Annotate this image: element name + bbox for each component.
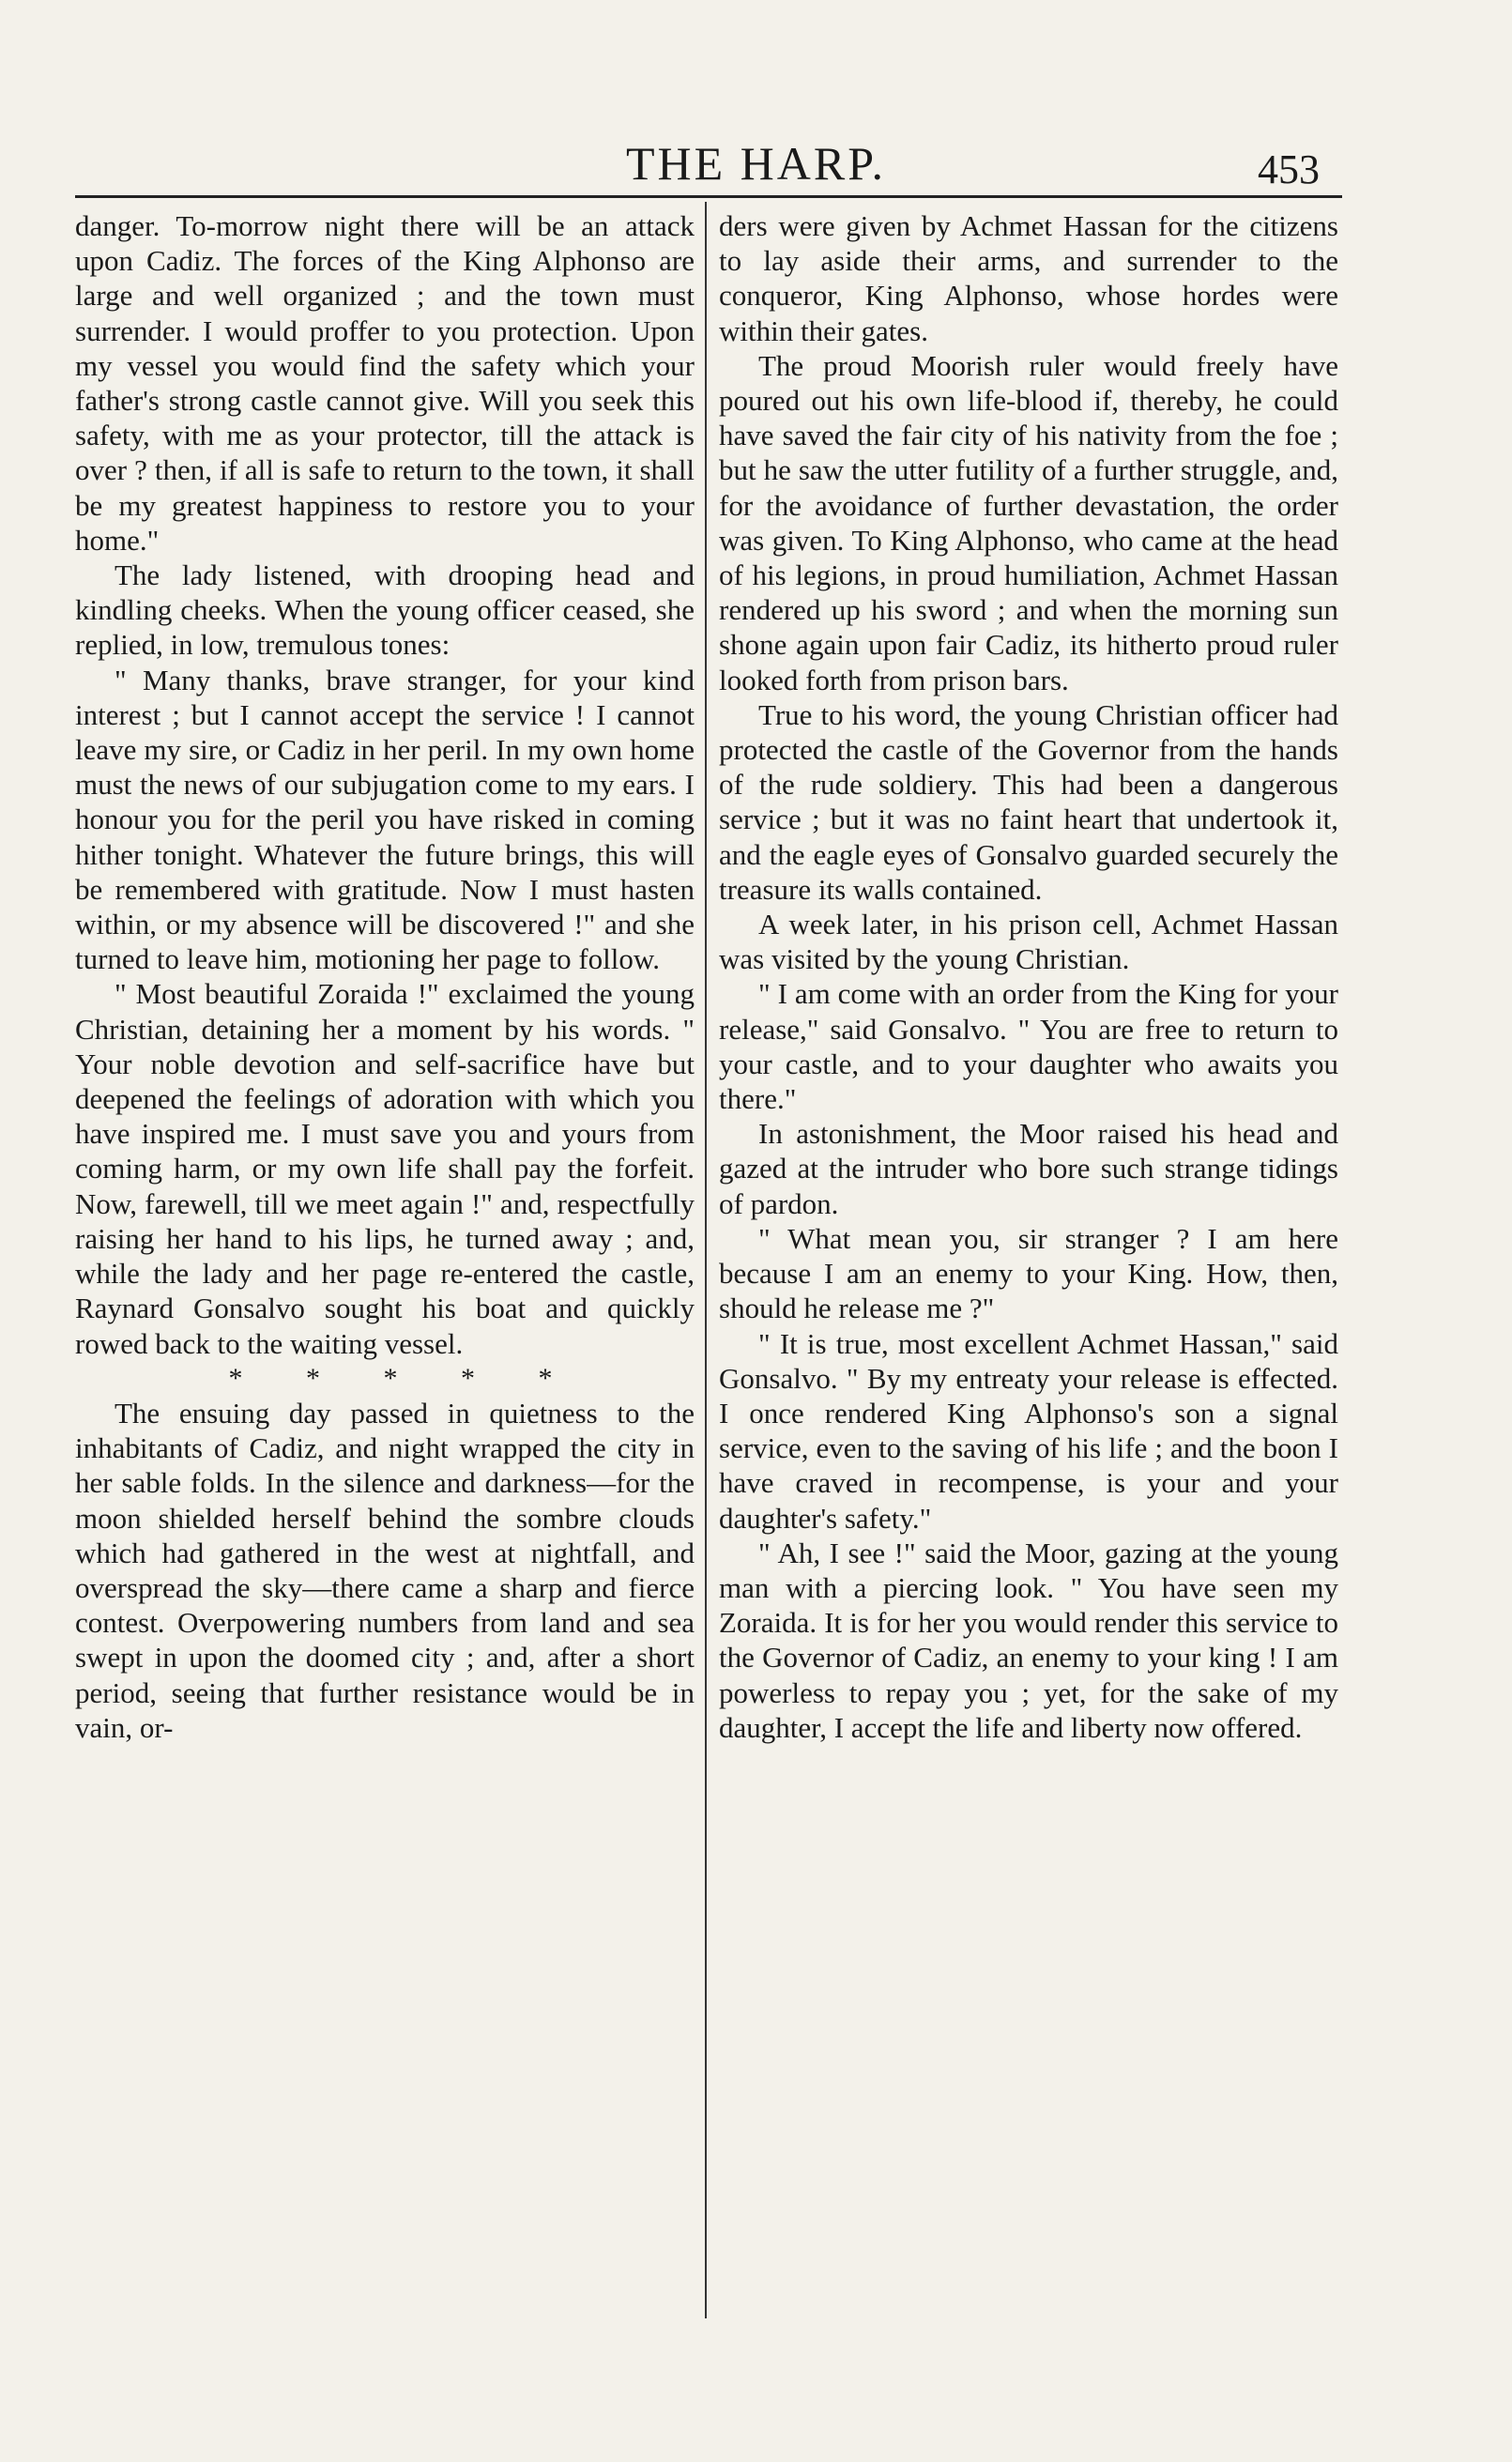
paragraph: The lady listened, with drooping head and kindling cheeks. When the young officer ceased, she replied, in low, tremulous tones: bbox=[75, 558, 695, 662]
column-divider bbox=[705, 202, 707, 2318]
paragraph: ders were given by Achmet Hassan for the citizens to lay aside their arms, and surrender to the conqueror, King Alphonso, whose hordes were within their gates. bbox=[719, 209, 1338, 347]
paragraph: The proud Moorish ruler would freely have poured out his own life-blood if, thereby, he could have saved the fair city of his nativity from the foe ; but he saw the utter futility of a further struggle, and, for the avoidance of further devastation, the order was given. To King Alphonso, who came at the head of his legions, in proud humiliation, Achmet Hassan rendered up his sword ; and when the morning sun shone again upon fair Cadiz, its hitherto proud ruler looked forth from prison bars. bbox=[719, 348, 1338, 696]
paragraph: " Most beautiful Zoraida !" exclaimed the young Christian, detaining her a moment by his words. " Your noble devotion and self-sacrifice have but deepened the feelings of adoration with which you have inspired me. I must save you and yours from coming harm, or my own life shall pay the forfeit. Now, farewell, till we meet again !" and, respectfully raising her hand to his lips, he turned away ; and, while the lady and her page re-entered the castle, Raynard Gonsalvo sought his boat and quickly rowed back to the waiting vessel. bbox=[75, 977, 695, 1360]
paragraph: " I am come with an order from the King for your release," said Gonsalvo. " You are free to return to your castle, and to your daughter who awaits you there." bbox=[719, 977, 1338, 1116]
paragraph: The ensuing day passed in quietness to the inhabitants of Cadiz, and night wrapped the city in her sable folds. In the silence and darkness—for the moon shielded herself behind the sombre clouds which had gathered in the west at nightfall, and overspread the sky—there came a sharp and fierce contest. Overpowering numbers from land and sea swept in upon the doomed city ; and, after a short period, seeing that further resistance would be in vain, or- bbox=[75, 1396, 695, 1744]
paragraph: danger. To-morrow night there will be an attack upon Cadiz. The forces of the King Alphonso are large and well organized ; and the town must surrender. I would proffer to you protection. Upon my vessel you would find the safety which your father's strong castle cannot give. Will you seek this safety, with me as your protector, till the attack is over ? then, if all is safe to return to the town, it shall be my greatest happiness to restore you to your home." bbox=[75, 209, 695, 557]
paragraph: " It is true, most excellent Achmet Hassan," said Gonsalvo. " By my entreaty your release is effected. I once rendered King Alphonso's son a signal service, even to the saving of his life ; and the boon I have craved in recompense, is your and your daughter's safety." bbox=[719, 1326, 1338, 1535]
paragraph: " Many thanks, brave stranger, for your kind interest ; but I cannot accept the service ! I cannot leave my sire, or Cadiz in her peril. In my own home must the news of our subjugation come to my ears. I honour you for the peril you have risked in coming hither tonight. Whatever the future brings, this will be remembered with gratitude. Now I must hasten within, or my absence will be discovered !" and she turned to leave him, motioning her page to follow. bbox=[75, 663, 695, 976]
paragraph: In astonishment, the Moor raised his head and gazed at the intruder who bore such strange tidings of pardon. bbox=[719, 1117, 1338, 1220]
paragraph: " What mean you, sir stranger ? I am here because I am an enemy to your King. How, then, should he release me ?" bbox=[719, 1221, 1338, 1325]
left-column bbox=[75, 208, 695, 2316]
header-rule bbox=[75, 195, 1342, 198]
paragraph: True to his word, the young Christian officer had protected the castle of the Governor from the hands of the rude soldiery. This had been a dangerous service ; but it was no faint heart that undertook it, and the eagle eyes of Gonsalvo guarded securely the treasure its walls contained. bbox=[719, 697, 1338, 906]
right-column bbox=[719, 208, 1338, 2316]
page-number: 453 bbox=[1258, 146, 1320, 192]
section-break-stars: * * * * * bbox=[228, 1362, 581, 1394]
paragraph: A week later, in his prison cell, Achmet Hassan was visited by the young Christian. bbox=[719, 908, 1338, 976]
paragraph: " Ah, I see !" said the Moor, gazing at the young man with a piercing look. " You have seen my Zoraida. It is for her you would render this service to the Governor of Cadiz, an enemy to your king ! I am powerless to repay you ; yet, for the sake of my daughter, I accept the life and liberty now offered. bbox=[719, 1536, 1338, 1744]
running-title: THE HARP. bbox=[625, 137, 887, 190]
